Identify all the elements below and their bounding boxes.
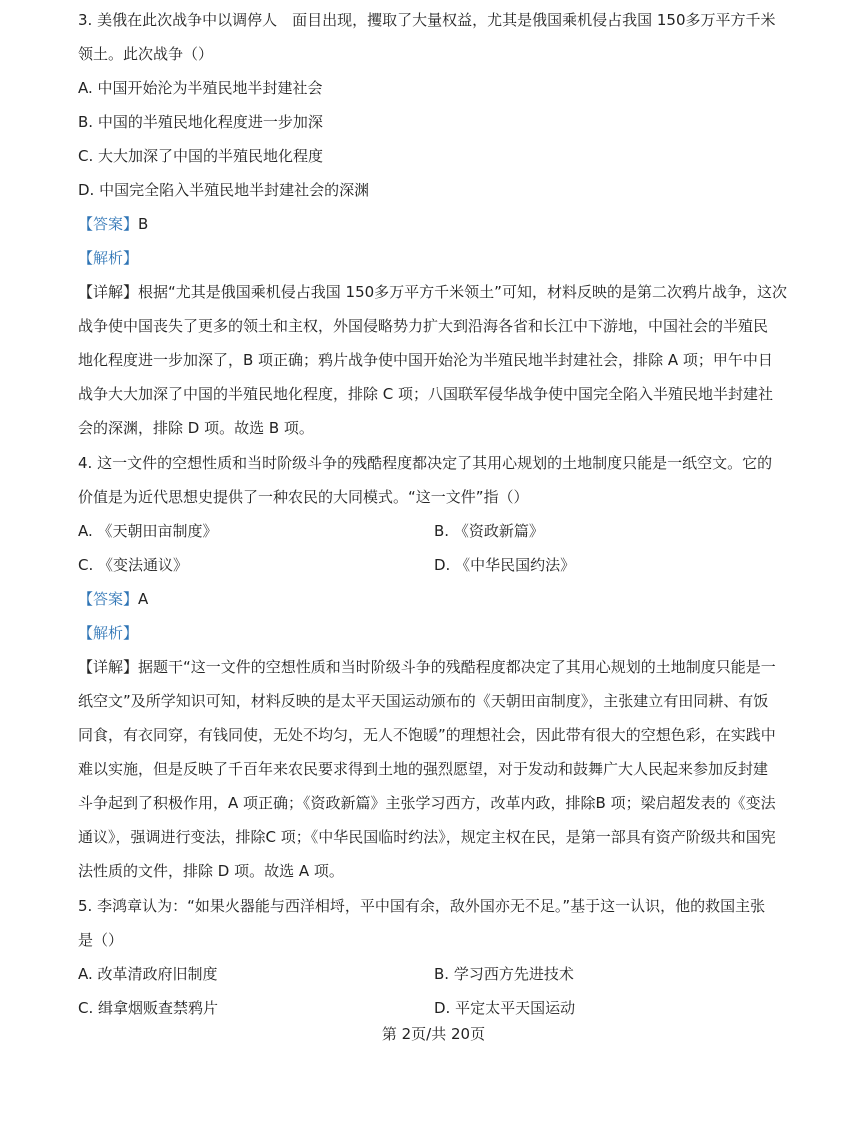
q4-option-d: D. 《中华民国约法》 (434, 556, 576, 574)
q4-option-b: B. 《资政新篇》 (434, 522, 544, 540)
q4-detail-line4: 难以实施，但是反映了千百年来农民要求得到土地的强烈愿望，对于发动和鼓舞广大人民起来参加反封建 (78, 760, 769, 778)
q5-stem-line1: 5. 李鸿章认为：“如果火器能与西洋相埒，平中国有余，敌外国亦无不足。”基于这一认识，他的救国主张 (78, 897, 766, 915)
q3-option-c: C. 大大加深了中国的半殖民地化程度 (78, 147, 324, 165)
q4-option-a: A. 《天朝田亩制度》 (78, 522, 218, 540)
q4-detail-line7: 法性质的文件，排除 D 项。故选 A 项。 (78, 862, 344, 880)
q4-stem-line1: 4. 这一文件的空想性质和当时阶级斗争的残酷程度都决定了其用心规划的土地制度只能是一纸空文。它的 (78, 454, 773, 472)
page-number: 第 2页/共 20页 (381, 1025, 486, 1043)
q4-detail-line2: 纸空文”及所学知识可知，材料反映的是太平天国运动颁布的《天朝田亩制度》，主张建立有田同耕、有饭 (78, 692, 769, 710)
q3-detail-line2: 战争使中国丧失了更多的领土和主权，外国侵略势力扩大到沿海各省和长江中下游地，中国社会的半殖民 (78, 317, 769, 335)
answer-value: A (138, 590, 149, 608)
q3-detail-line1: 【详解】根据“尤其是俄国乘机侵占我国 150多万平方千米领土”可知，材料反映的是第二次鸦片战争，这次 (78, 283, 787, 301)
q5-option-c: C. 缉拿烟贩查禁鸦片 (78, 999, 219, 1017)
q3-detail-line5: 会的深渊，排除 D 项。故选 B 项。 (78, 419, 314, 437)
answer-tag: 【答案】 (78, 590, 139, 608)
q3-option-d: D. 中国完全陷入半殖民地半封建社会的深渊 (78, 181, 370, 199)
answer-value: B (138, 215, 149, 233)
q4-option-c: C. 《变法通议》 (78, 556, 189, 574)
q3-answer (78, 214, 148, 234)
q3-detail-line4: 战争大大加深了中国的半殖民地化程度，排除 C 项；八国联军侵华战争使中国完全陷入半殖民地半封建社 (78, 385, 774, 403)
q4-stem-line2: 价值是为近代思想史提供了一种农民的大同模式。“这一文件”指（） (78, 488, 529, 506)
q3-analysis-tag: 【解析】 (78, 249, 139, 267)
q3-option-b: B. 中国的半殖民地化程度进一步加深 (78, 113, 323, 131)
q4-detail-line5: 斗争起到了积极作用，A 项正确；《资政新篇》主张学习西方，改革内政，排除B 项；梁启超发表的《变法 (78, 794, 776, 812)
q5-option-a: A. 改革清政府旧制度 (78, 965, 218, 983)
q4-detail-line6: 通议》，强调进行变法，排除C 项；《中华民国临时约法》，规定主权在民，是第一部具有资产阶级共和国宪 (78, 828, 776, 846)
answer-tag: 【答案】 (78, 215, 139, 233)
q3-stem-line2: 领土。此次战争（） (78, 45, 214, 63)
q4-answer (78, 589, 148, 609)
q4-detail-line3: 同食，有衣同穿，有钱同使，无处不均匀，无人不饱暖”的理想社会，因此带有很大的空想色彩，在实践中 (78, 726, 776, 744)
q5-option-b: B. 学习西方先进技术 (434, 965, 574, 983)
q3-detail-line3: 地化程度进一步加深了，B 项正确；鸦片战争使中国开始沦为半殖民地半封建社会，排除 A 项；甲午中日 (78, 351, 773, 369)
q4-detail-line1: 【详解】据题干“这一文件的空想性质和当时阶级斗争的残酷程度都决定了其用心规划的土地制度只能是一 (78, 658, 776, 676)
q3-option-a: A. 中国开始沦为半殖民地半封建社会 (78, 79, 323, 97)
q3-stem-line1: 3. 美俄在此次战争中以调停人 面目出现，攫取了大量权益，尤其是俄国乘机侵占我国 150多万平方千米 (78, 11, 776, 29)
q4-analysis-tag: 【解析】 (78, 624, 139, 642)
q5-option-d: D. 平定太平天国运动 (434, 999, 576, 1017)
q5-stem-line2: 是（） (78, 931, 124, 949)
